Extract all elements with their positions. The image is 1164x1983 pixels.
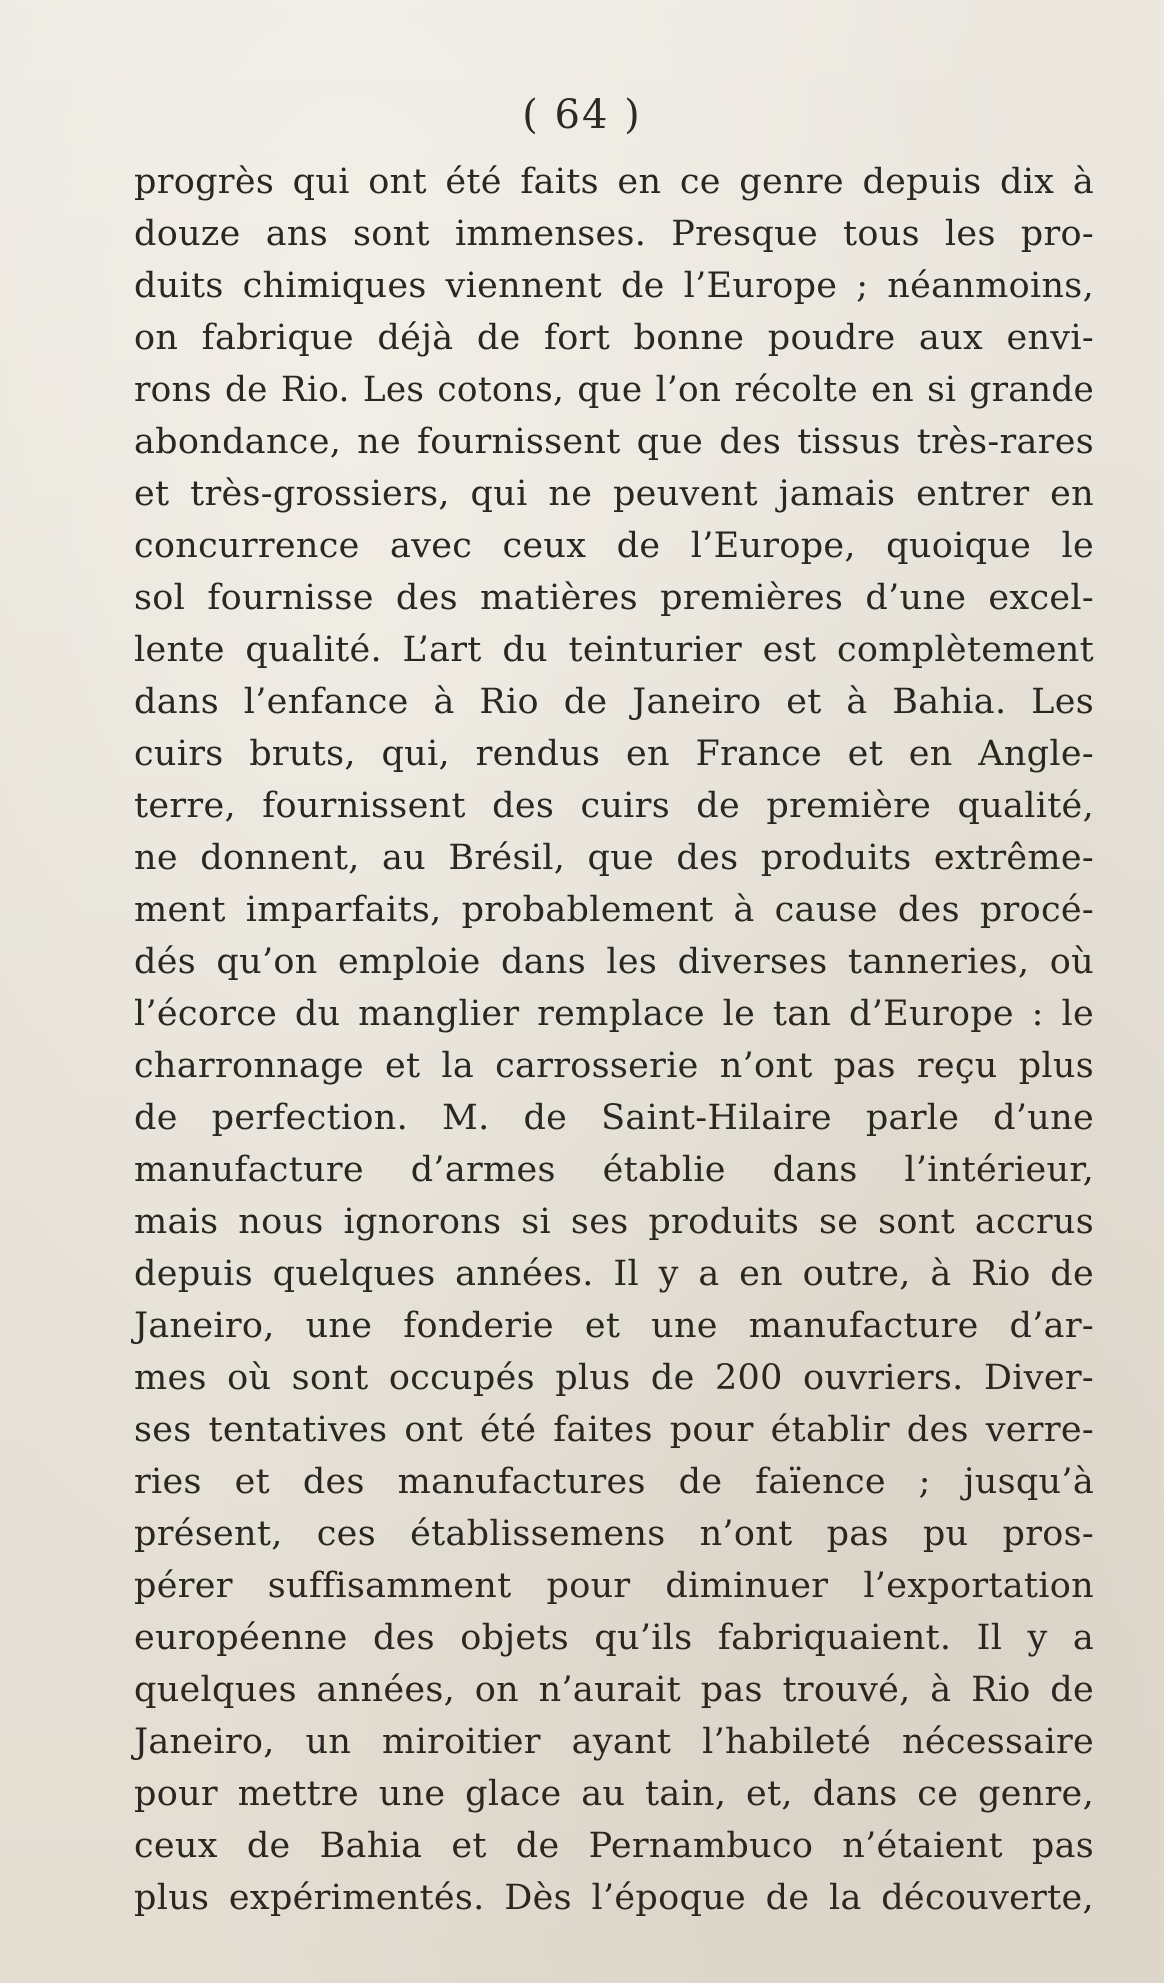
text-line: européenne des objets qu’ils fabriquaient. Il y a <box>134 1618 1094 1658</box>
text-line: l’écorce du manglier remplace le tan d’Europe : le <box>134 994 1094 1034</box>
text-line: on fabrique déjà de fort bonne poudre aux envi- <box>134 318 1094 358</box>
text-line: ne donnent, au Brésil, que des produits extrême- <box>134 838 1094 878</box>
text-line: charronnage et la carrosserie n’ont pas reçu plus <box>134 1046 1094 1086</box>
text-line: quelques années, on n’aurait pas trouvé, à Rio de <box>134 1670 1094 1710</box>
text-line: douze ans sont immenses. Presque tous les pro- <box>134 214 1094 254</box>
text-line: concurrence avec ceux de l’Europe, quoique le <box>134 526 1094 566</box>
text-line: Janeiro, une fonderie et une manufacture d’ar- <box>134 1306 1094 1346</box>
page-number: ( 64 ) <box>522 92 642 138</box>
text-line: dés qu’on emploie dans les diverses tanneries, où <box>134 942 1094 982</box>
text-line: sol fournisse des matières premières d’une excel- <box>134 578 1094 618</box>
text-line: ceux de Bahia et de Pernambuco n’étaient pas <box>134 1826 1094 1866</box>
text-line: Janeiro, un miroitier ayant l’habileté nécessaire <box>134 1722 1094 1762</box>
text-line: lente qualité. L’art du teinturier est complètement <box>134 630 1094 670</box>
text-line: depuis quelques années. Il y a en outre, à Rio de <box>134 1254 1094 1294</box>
text-line: manufacture d’armes établie dans l’intérieur, <box>134 1150 1094 1190</box>
text-line: pérer suffisamment pour diminuer l’exportation <box>134 1566 1094 1606</box>
text-line: ment imparfaits, probablement à cause des procé- <box>134 890 1094 930</box>
text-line: mais nous ignorons si ses produits se sont accrus <box>134 1202 1094 1242</box>
text-line: duits chimiques viennent de l’Europe ; néanmoins, <box>134 266 1094 306</box>
text-line: dans l’enfance à Rio de Janeiro et à Bahia. Les <box>134 682 1094 722</box>
text-line: rons de Rio. Les cotons, que l’on récolte en si grande <box>134 370 1095 410</box>
text-line: ries et des manufactures de faïence ; jusqu’à <box>134 1462 1094 1502</box>
text-line: ses tentatives ont été faites pour établir des verre- <box>134 1410 1094 1450</box>
text-line: de perfection. M. de Saint-Hilaire parle d’une <box>134 1098 1094 1138</box>
text-line: présent, ces établissemens n’ont pas pu pros- <box>134 1514 1094 1554</box>
text-line: progrès qui ont été faits en ce genre depuis dix à <box>134 162 1094 202</box>
body-text <box>134 156 1094 1924</box>
text-line: pour mettre une glace au tain, et, dans ce genre, <box>134 1774 1094 1814</box>
text-line: mes où sont occupés plus de 200 ouvriers. Diver- <box>134 1358 1094 1398</box>
text-line: cuirs bruts, qui, rendus en France et en Angle- <box>134 734 1094 774</box>
text-line: terre, fournissent des cuirs de première qualité, <box>134 786 1094 826</box>
text-line: abondance, ne fournissent que des tissus très-rares <box>134 422 1094 462</box>
text-line: et très-grossiers, qui ne peuvent jamais entrer en <box>134 474 1094 514</box>
text-line: plus expérimentés. Dès l’époque de la découverte, <box>134 1878 1094 1918</box>
